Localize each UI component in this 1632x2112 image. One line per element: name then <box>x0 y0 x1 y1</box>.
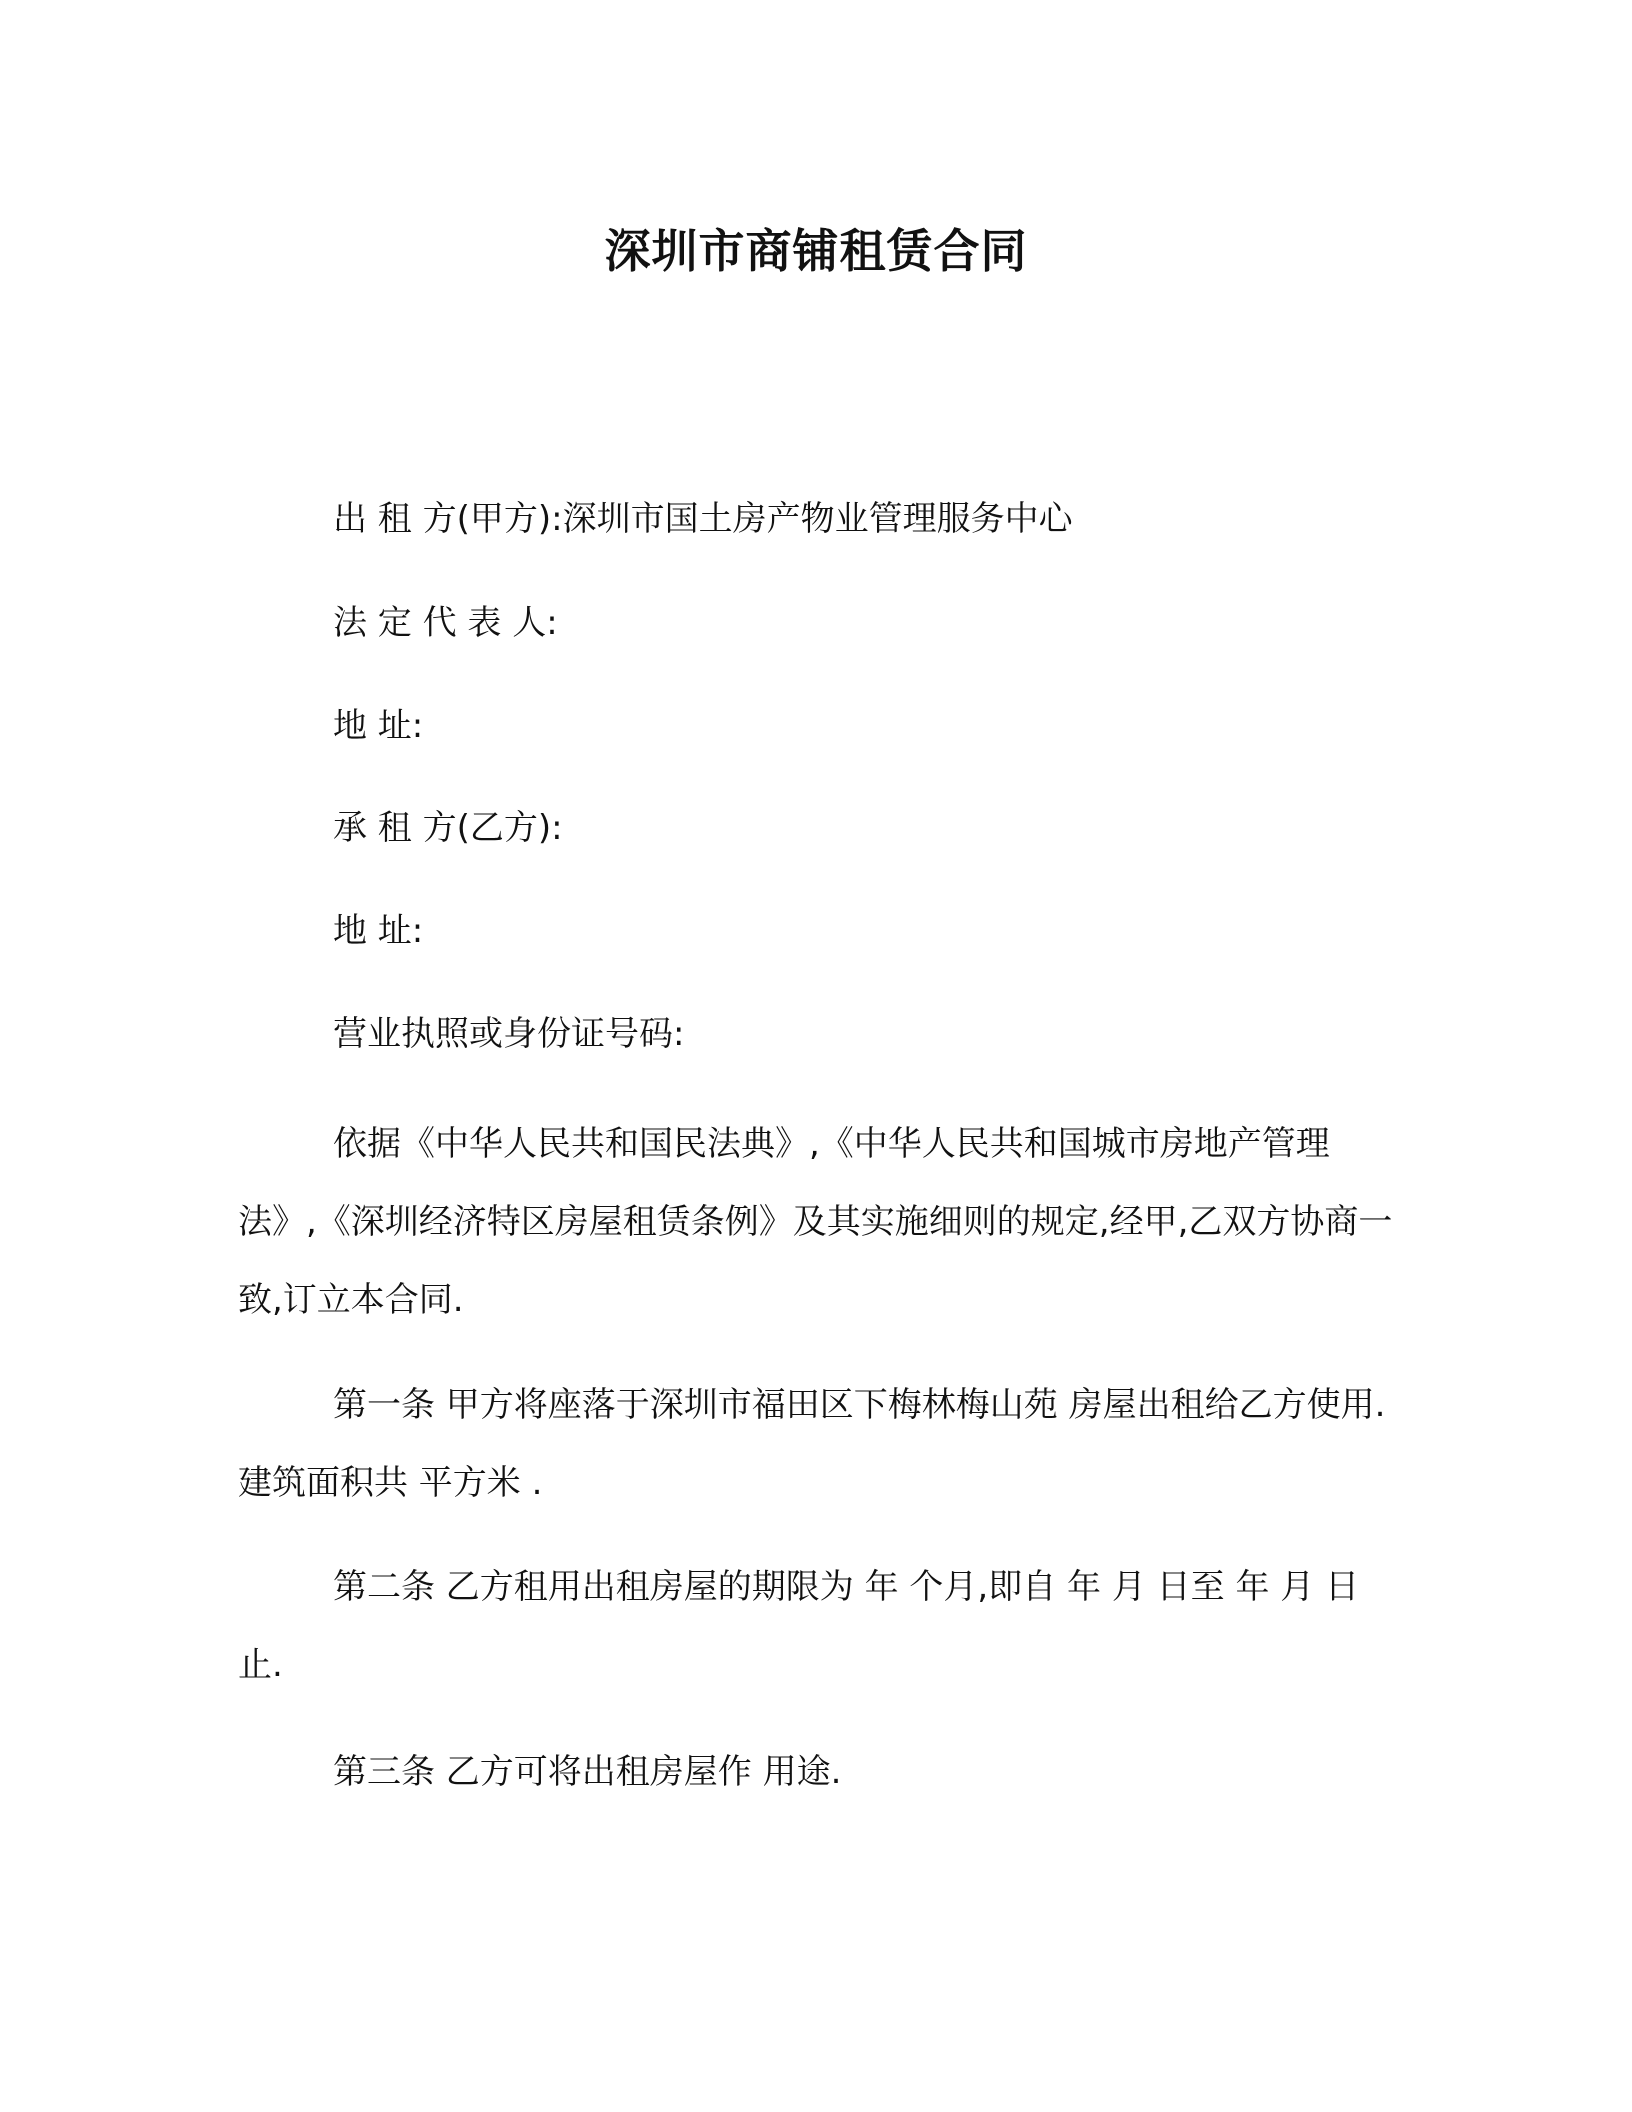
lessor-address-field: 地 址: <box>333 706 424 746</box>
license-id-field: 营业执照或身份证号码: <box>333 1014 685 1054</box>
lessee-field: 承 租 方(乙方): <box>333 808 563 848</box>
lessee-address-field: 地 址: <box>333 911 424 951</box>
legal-representative-field: 法 定 代 表 人: <box>333 603 558 643</box>
article-3-paragraph: 第三条 乙方可将出租房屋作 用途. <box>333 1752 842 1792</box>
lessor-field: 出 租 方(甲方):深圳市国土房产物业管理服务中心 <box>333 499 1073 539</box>
article-2-paragraph: 第二条 乙方租用出租房屋的期限为 年 个月,即自 年 月 日至 年 月 日止. <box>238 1567 1360 1685</box>
preamble-paragraph: 依据《中华人民共和国民法典》,《中华人民共和国城市房地产管理法》,《深圳经济特区房屋租赁条例》及其实施细则的规定,经甲,乙双方协商一致,订立本合同. <box>238 1124 1393 1320</box>
document-title: 深圳市商铺租赁合同 <box>604 224 1028 278</box>
article-1-paragraph: 第一条 甲方将座落于深圳市福田区下梅林梅山苑 房屋出租给乙方使用.建筑面积共 平方米 . <box>238 1385 1386 1503</box>
